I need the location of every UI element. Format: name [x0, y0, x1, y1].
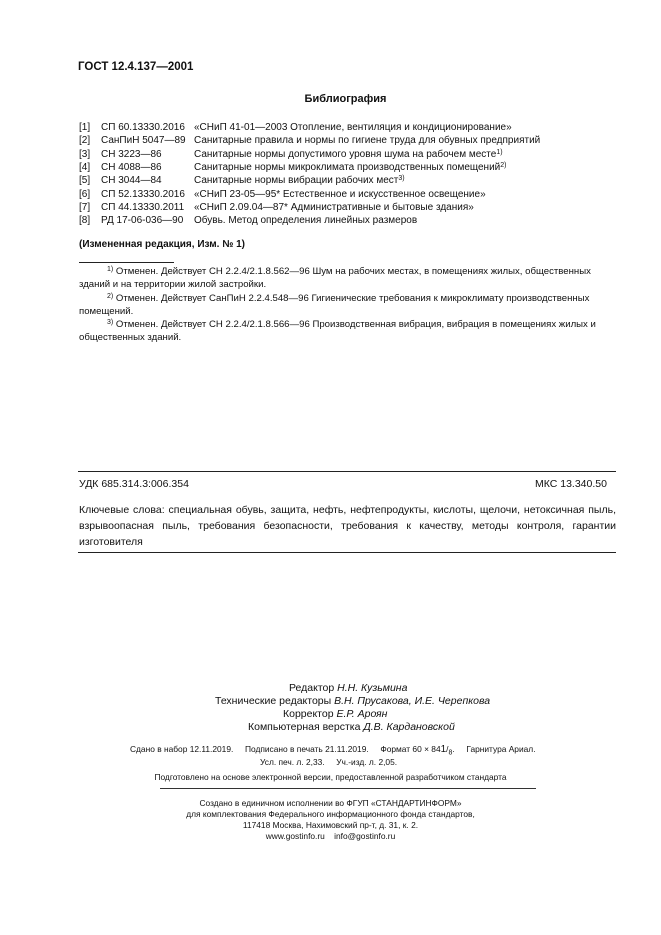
bib-code: СП 60.13330.2016	[101, 122, 185, 133]
bib-code: СП 52.13330.2016	[101, 188, 185, 200]
imprint-format: Формат 60 × 84	[380, 744, 441, 754]
bib-title-text: «СНиП 2.09.04—87* Административные и бытовые здания»	[194, 201, 474, 213]
tech-editors-line	[215, 695, 490, 707]
bib-title	[194, 161, 506, 174]
tech-editors-names: В.Н. Прусакова, И.Е. Черепкова	[334, 695, 491, 707]
bibliography-title: Библиография	[304, 93, 387, 105]
bib-title-text: Санитарные нормы вибрации рабочих мест	[194, 175, 399, 187]
layout-line	[248, 721, 455, 733]
publisher-line-1: Создано в единичном исполнении во ФГУП «СТАНДАРТИНФОРМ»	[199, 798, 462, 808]
bib-number: [4]	[79, 161, 91, 173]
footnote	[79, 318, 616, 344]
bib-title-text: Санитарные правила и нормы по гигиене труда для обувных предприятий	[194, 135, 541, 147]
bib-title-text: Санитарные нормы микроклимата производственных помещений	[194, 161, 501, 173]
bib-code: СанПиН 5047—89	[101, 135, 186, 147]
imprint-set-date: Сдано в набор 12.11.2019.	[130, 744, 234, 754]
bib-number: [3]	[79, 148, 91, 160]
imprint-line-2	[260, 757, 397, 767]
imprint-font: Гарнитура Ариал.	[466, 744, 536, 754]
imprint-print-sheets: Усл. печ. л. 2,33.	[260, 757, 325, 767]
footnote-text: Отменен. Действует СН 2.2.4/2.1.8.566—96 Производственная вибрация, вибрация в помещениях жилых и общественных зданий.	[79, 319, 596, 343]
footnote-text: Отменен. Действует СН 2.2.4/2.1.8.562—96 Шум на рабочих местах, в помещениях жилых, общественных зданий и на территории жилой застройки.	[79, 266, 591, 290]
bib-title-text: «СНиП 41-01—2003 Отопление, вентиляция и кондиционирование»	[194, 122, 512, 133]
corrector-label: Корректор	[283, 708, 334, 720]
footnote	[79, 265, 616, 291]
document-code: ГОСТ 12.4.137—2001	[78, 61, 194, 73]
bib-title	[194, 121, 512, 134]
bib-title	[194, 201, 474, 214]
publisher-address: 117418 Москва, Нахимовский пр-т, д. 31, к. 2.	[242, 820, 419, 830]
bib-footnote-ref: 1)	[496, 148, 503, 156]
bib-code: СП 44.13330.2011	[101, 201, 185, 213]
publisher-rule	[160, 788, 536, 789]
bib-footnote-ref: 3)	[398, 175, 405, 183]
bib-number: [2]	[79, 135, 91, 147]
footnote-mark: 1)	[107, 266, 114, 273]
bib-title	[194, 174, 405, 187]
bib-code: СН 3044—84	[101, 175, 162, 187]
bib-code: СН 3223—86	[101, 148, 162, 160]
bib-number: [7]	[79, 201, 91, 213]
udk-code: УДК 685.314.3:006.354	[79, 478, 189, 490]
layout-name: Д.В. Кардановской	[363, 721, 455, 733]
bib-number: [5]	[79, 175, 91, 187]
footnote	[79, 292, 616, 318]
format-frac-den: 8	[448, 749, 453, 757]
footnote-text: Отменен. Действует СанПиН 2.2.4.548—96 Гигиенические требования к микроклимату производственных помещений.	[79, 293, 590, 317]
top-rule	[78, 471, 616, 472]
bib-title	[194, 134, 540, 147]
bib-title-text: Обувь. Метод определения линейных размеров	[194, 215, 418, 227]
imprint-sign-date: Подписано в печать 21.11.2019.	[244, 744, 369, 754]
mks-code: МКС 13.340.50	[535, 478, 607, 490]
bib-number: [6]	[79, 188, 91, 200]
bib-number: [1]	[79, 122, 91, 133]
bib-number: [8]	[79, 215, 91, 227]
bib-title	[194, 148, 503, 161]
format-frac-num: 1	[440, 744, 447, 755]
keywords: Ключевые слова: специальная обувь, защита, нефть, нефтепродукты, кислоты, щелочи, нетоксичная пыль, взрывоопасная пыль, требования безопасности, требования к качеству, методы контроля, гарантии изготовителя	[79, 504, 616, 548]
publisher-contacts: www.gostinfo.ru info@gostinfo.ru	[265, 831, 396, 841]
bib-footnote-ref: 2)	[500, 161, 507, 169]
bib-title	[194, 188, 486, 201]
editor-name: Н.Н. Кузьмина	[337, 682, 408, 694]
bib-title	[194, 214, 417, 227]
bib-title-text: «СНиП 23-05—95* Естественное и искусственное освещение»	[194, 188, 486, 200]
bib-title-text: Санитарные нормы допустимого уровня шума на рабочем месте	[194, 148, 497, 160]
imprint-line-3: Подготовлено на основе электронной версии, предоставленной разработчиком стандарта	[154, 772, 507, 782]
footnote-divider	[79, 262, 174, 263]
editor-label: Редактор	[289, 682, 335, 694]
bottom-rule	[78, 552, 616, 553]
corrector-name: Е.Р. Ароян	[336, 708, 388, 720]
editor-line	[289, 682, 407, 694]
corrector-line	[283, 708, 387, 720]
layout-label: Компьютерная верстка	[248, 721, 361, 733]
imprint-line-1: Сдано в набор 12.11.2019. Подписано в печать 21.11.2019. Формат $60 \times 841/_8$. Гарнитура Ариал.	[130, 744, 536, 757]
publisher-line-2: для комплектования Федерального информационного фонда стандартов,	[186, 809, 475, 819]
imprint-edition-sheets: Уч.-изд. л. 2,05.	[336, 757, 398, 767]
bib-code: РД 17-06-036—90	[101, 215, 184, 227]
bib-code: СН 4088—86	[101, 161, 162, 173]
footnote-mark: 3)	[107, 319, 114, 326]
amendment-note: (Измененная редакция, Изм. № 1)	[79, 239, 246, 250]
footnote-mark: 2)	[107, 293, 114, 300]
tech-editors-label: Технические редакторы	[215, 695, 332, 707]
